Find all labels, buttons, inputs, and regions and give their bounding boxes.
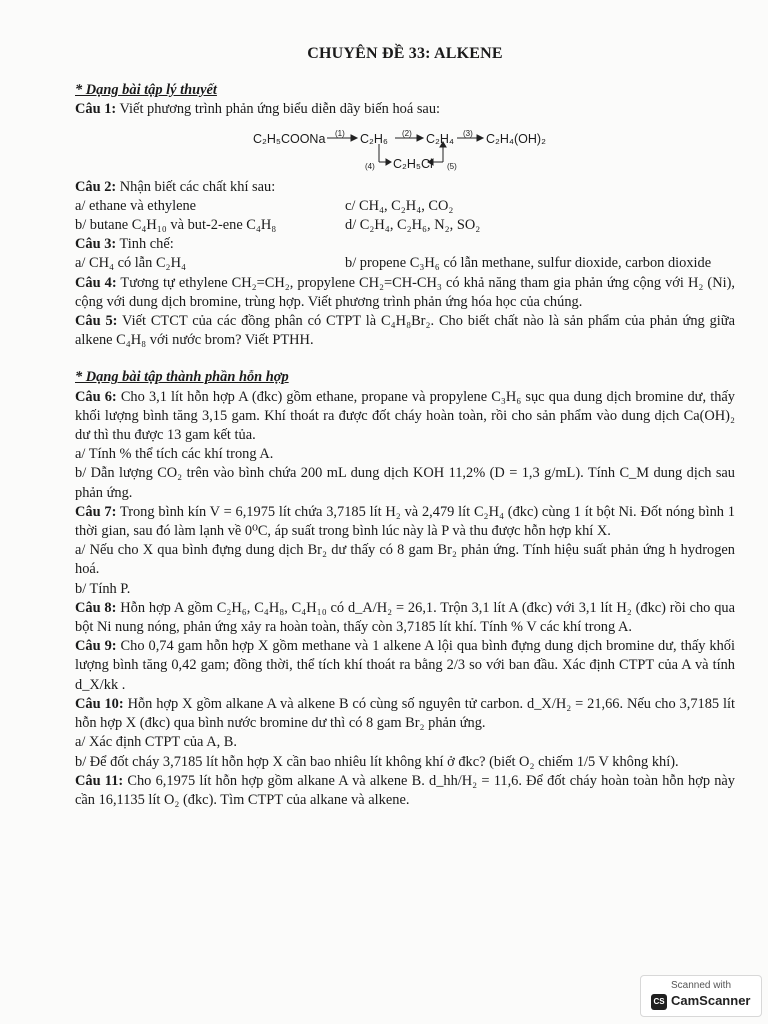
compound-ethylene: C₂H₄ [426,131,455,146]
option-row [75,254,735,273]
question-text: Cho 0,74 gam hỗn hợp X gồm methane và 1 alkene A lội qua bình đựng dung dịch bromine dư, thấy khối lượng bình tăng 0,42 gam; đồng thời, thể tích khí thoát ra bằng 2/3 so với ban đầu. Xác định CTPT của A và tính d_X/kk . [75,638,735,693]
question-9 [75,637,735,695]
option-row [75,216,735,235]
question-label: Câu 7: [75,503,117,520]
option-b: b/ butane C₄H₁₀ và but-2-ene C₄H₈ [75,217,277,234]
question-5 [75,312,735,350]
option-c: c/ CH₄, C₂H₄, CO₂ [345,197,454,214]
compound-ethyl-chloride: C₂H₅Cl [393,156,433,171]
question-text: Hỗn hợp A gồm C₂H₆, C₄H₈, C₄H₁₀ có d_A/H₂ = 26,1. Trộn 3,1 lít A (đkc) với 3,1 lít H₂ (đkc) rồi cho qua bột Ni nung nóng, phản ứng xảy ra hoàn toàn, thấy còn 3,7185 lít khí. Tính % V các khí trong A. [75,599,735,636]
question-label: Câu 5: [75,313,118,330]
question-11 [75,772,735,810]
section-heading-mixture: * Dạng bài tập thành phần hỗn hợp [75,369,289,386]
document-content [75,44,735,810]
question-10-part-b: b/ Để đốt cháy 3,7185 lít hỗn hợp X cần bao nhiêu lít không khí ở đkc? (biết O₂ chiếm 1/5 V không khí). [75,753,679,770]
question-label: Câu 3: [75,236,117,253]
watermark-brand: CamScanner [671,993,751,1008]
section-heading-theory: * Dạng bài tập lý thuyết [75,82,217,99]
question-6 [75,388,735,446]
option-row [75,197,735,216]
question-label: Câu 4: [75,274,117,291]
question-7-part-b: b/ Tính P. [75,580,131,597]
compound-ethylene-glycol: C₂H₄(OH)₂ [486,131,546,146]
watermark-caption: Scanned with [670,980,732,991]
question-text: Cho 6,1975 lít hỗn hợp gồm alkane A và alkene B. d_hh/H₂ = 11,6. Để đốt cháy hoàn toàn hỗn hợp này cần 16,1135 lít O₂ (đkc). Tìm CTPT của alkane và alkene. [75,772,736,808]
question-10 [75,695,735,733]
question-10-part-a: a/ Xác định CTPT của A, B. [75,734,238,751]
question-text: Viết CTCT của các đồng phân có CTPT là C₄H₈Br₂. Cho biết chất nào là sản phẩm của phản ứng giữa alkene C₄H₈ với nước brom? Viết PTHH. [75,313,735,349]
question-label: Câu 8: [75,599,117,616]
question-4 [75,274,735,312]
question-label: Câu 9: [75,638,117,655]
question-text: Nhận biết các chất khí sau: [116,178,276,195]
question-6-part-a: a/ Tính % thể tích các khí trong A. [75,446,274,463]
question-text: Trong bình kín V = 6,1975 lít chứa 3,7185 lít H₂ và 2,479 lít C₂H₄ (đkc) cùng 1 ít bột Ni. Đốt nóng bình 1 thời gian, sau đó làm lạnh về 0⁰C, áp suất trong bình lúc này là P và thu được hỗn hợp khí X. [75,503,735,540]
question-1 [75,100,735,119]
question-text: Cho 3,1 lít hỗn hợp A (đkc) gồm ethane, propane và propylene C₃H₆ sục qua dung dịch bromine dư, thấy khối lượng bình tăng 3,15 gam. Khí thoát ra được đốt cháy hoàn toàn, rồi cho sản phẩm vào dung dịch Ca(OH)₂ dư thì thu được 13 gam kết tủa. [75,388,735,444]
option-a: a/ ethane và ethylene [75,197,197,214]
camscanner-logo-icon: CS [651,994,667,1010]
compound-ethane: C₂H₆ [360,131,388,146]
step-label: (4) [365,161,375,171]
question-text: Viết phương trình phản ứng biểu diễn dãy biến hoá sau: [116,101,441,118]
question-label: Câu 10: [75,695,124,712]
question-text: Tương tự ethylene CH₂=CH₂, propylene CH₂=CH-CH₃ có khả năng tham gia phản ứng cộng với H₂ (Ni), cộng với dung dịch bromine, trùng hợp. Viết phương trình phản ứng hóa học của chúng. [75,274,735,310]
question-7-part-a: a/ Nếu cho X qua bình đựng dung dịch Br₂ dư thấy có 8 gam Br₂ phản ứng. Tính hiệu suất phản ứng h hydrogen hoá. [75,542,735,578]
question-6-part-b: b/ Dẫn lượng CO₂ trên vào bình chứa 200 mL dung dịch KOH 11,2% (D = 1,3 g/mL). Tính C_M dung dịch sau phản ứng. [75,465,735,501]
option-a: a/ CH₄ có lẫn C₂H₄ [75,255,186,272]
question-7 [75,503,735,541]
question-2 [75,178,735,197]
step-label: (2) [402,128,412,138]
option-b: b/ propene C₃H₆ có lẫn methane, sulfur dioxide, carbon dioxide [345,255,712,272]
question-text: Hỗn hợp X gồm alkane A và alkene B có cùng số nguyên tử carbon. d_X/H₂ = 21,66. Nếu cho 3,7185 lít hỗn hợp X (đkc) qua bình nước bromine dư thì có 8 gam Br₂ phản ứng. [75,695,735,732]
step-label: (3) [463,128,473,138]
compound-sodium-propanoate: C₂H₅COONa [253,131,326,146]
question-label: Câu 6: [75,388,117,405]
page-title: CHUYÊN ĐỀ 33: ALKENE [307,45,503,62]
question-3 [75,235,735,254]
reaction-scheme [75,122,735,172]
question-label: Câu 11: [75,772,124,789]
step-label: (5) [447,161,457,171]
question-label: Câu 1: [75,101,117,118]
question-label: Câu 2: [75,178,117,195]
step-label: (1) [335,128,345,138]
option-d: d/ C₂H₄, C₂H₆, N₂, SO₂ [345,217,481,234]
question-8 [75,599,735,637]
section-gap [75,350,735,368]
question-text: Tinh chế: [116,236,174,253]
camscanner-watermark [640,975,762,1017]
